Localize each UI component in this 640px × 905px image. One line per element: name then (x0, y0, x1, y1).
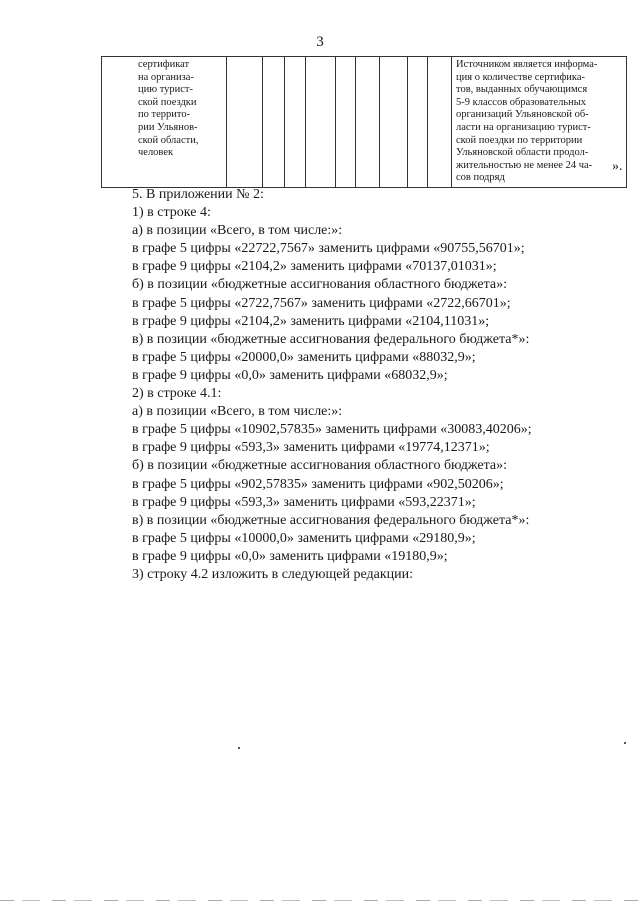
text-line: 2) в строке 4.1: (132, 386, 222, 402)
text-line: б) в позиции «бюджетные ассигнования областного бюджета»: (132, 277, 508, 293)
empty-cell (408, 57, 428, 188)
empty-cell (263, 57, 285, 188)
page-number: 3 (316, 34, 324, 50)
text-line: в графе 9 цифры «593,3» заменить цифрами «593,22371»; (132, 494, 476, 510)
cell-line: организаций Ульяновской об- (456, 109, 589, 121)
source-description-cell (452, 57, 627, 188)
empty-cell (428, 57, 452, 188)
text-line: в графе 9 цифры «2104,2» заменить цифрами «70137,01031»; (132, 259, 497, 275)
text-line: в графе 9 цифры «593,3» заменить цифрами «19774,12371»; (132, 440, 490, 456)
amendment-text (132, 186, 602, 584)
text-line: 1) в строке 4: (132, 205, 211, 221)
cell-line: ской поездки (138, 96, 197, 108)
text-line: а) в позиции «Всего, в том числе:»: (132, 223, 343, 239)
text-line: в графе 9 цифры «2104,2» заменить цифрами «2104,11031»; (132, 313, 490, 329)
empty-cell (227, 57, 263, 188)
empty-cell (380, 57, 408, 188)
text-line: в графе 5 цифры «902,57835» заменить цифрами «902,50206»; (132, 476, 504, 492)
text-line: в графе 5 цифры «2722,7567» заменить цифрами «2722,66701»; (132, 295, 511, 311)
scan-edge-artifact (0, 900, 640, 901)
text-line: 5. В приложении № 2: (132, 187, 264, 202)
cell-line: по террито- (138, 109, 191, 121)
indicator-name-cell (102, 57, 227, 188)
cell-line: рии Ульянов- (138, 121, 198, 133)
text-line: в графе 9 цифры «0,0» заменить цифрами «68032,9»; (132, 367, 448, 383)
cell-line: ской области, (138, 134, 199, 146)
cell-line: на организа- (138, 71, 194, 83)
text-line: в графе 5 цифры «10902,57835» заменить цифрами «30083,40206»; (132, 422, 532, 438)
cell-line: ция о количестве сертифика- (456, 71, 586, 83)
cell-line: ласти на организацию турист- (456, 121, 591, 133)
cell-line: человек (138, 147, 174, 159)
cell-line: цию турист- (138, 84, 194, 96)
text-line: 3) строку 4.2 изложить в следующей редакции: (132, 566, 414, 582)
cell-line: Ульяновской области продол- (456, 147, 589, 159)
text-line: в графе 5 цифры «22722,7567» заменить цифрами «90755,56701»; (132, 241, 525, 257)
cell-line: Источником является информа- (456, 59, 598, 70)
cell-line: сов подряд (456, 172, 505, 184)
text-line: в графе 5 цифры «20000,0» заменить цифрами «88032,9»; (132, 349, 476, 365)
text-line: в) в позиции «бюджетные ассигнования федерального бюджета*»: (132, 512, 530, 528)
table-row (102, 57, 627, 188)
appendix-table-fragment (101, 56, 627, 188)
scan-speck (238, 747, 240, 749)
closing-quote: ». (612, 159, 623, 174)
cell-line: сертификат (138, 59, 190, 70)
empty-cell (285, 57, 306, 188)
text-line: б) в позиции «бюджетные ассигнования областного бюджета»: (132, 458, 508, 474)
empty-cell (336, 57, 356, 188)
text-line: а) в позиции «Всего, в том числе:»: (132, 404, 343, 420)
cell-line: тов, выданных обучающимся (456, 84, 588, 96)
text-line: в графе 5 цифры «10000,0» заменить цифрами «29180,9»; (132, 530, 476, 546)
text-line: в графе 9 цифры «0,0» заменить цифрами «19180,9»; (132, 548, 448, 564)
cell-line: 5-9 классов образовательных (456, 96, 587, 108)
cell-line: жительностью не менее 24 ча- (456, 159, 593, 171)
text-line: в) в позиции «бюджетные ассигнования федерального бюджета*»: (132, 331, 530, 347)
cell-line: ской поездки по территории (456, 134, 583, 146)
empty-cell (356, 57, 380, 188)
empty-cell (306, 57, 336, 188)
scan-speck (624, 742, 626, 744)
